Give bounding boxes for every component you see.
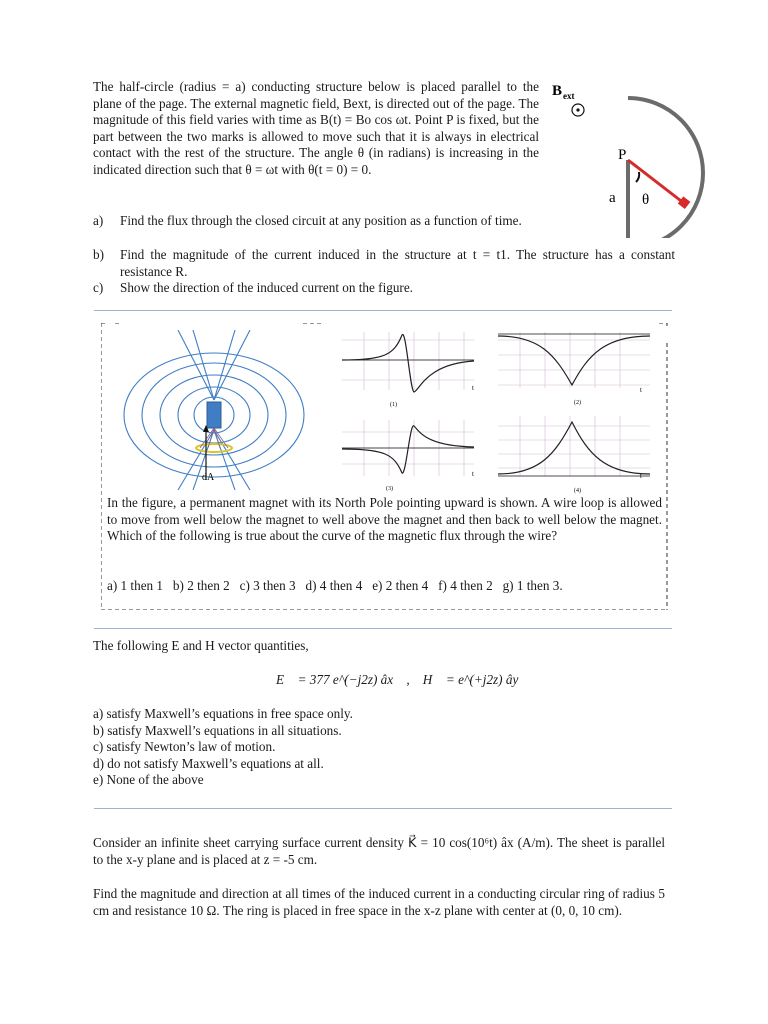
choice-d: d) do not satisfy Maxwell’s equations at all. — [93, 755, 324, 771]
choice-e: e) None of the above — [93, 772, 204, 788]
equation-E: E⃗ = 377 e^(−j2z) âx — [276, 672, 394, 687]
flux-graph-2 — [490, 330, 660, 410]
divider-1 — [94, 310, 672, 311]
problem4-para2: Find the magnitude and direction at all times of the induced current in a conducting circular ring of radius 5 cm and resistance 10 Ω. The ring is placed in free space in the x-z plane with center at (0, 0, 10 cm). — [93, 886, 665, 918]
point-p-label: P — [618, 147, 627, 163]
magnet-figure — [118, 330, 310, 490]
flux-graph-1 — [334, 330, 480, 410]
svg-text:t: t — [640, 386, 642, 394]
problem4-para1: Consider an infinite sheet carrying surface current density K⃗ = 10 cos(10⁶t) âx (A/m). The sheet is parallel to the x-y plane and is placed at z = -5 cm. — [93, 835, 665, 867]
graph-label-2: (2) — [574, 400, 581, 406]
angle-label: θ — [642, 192, 650, 208]
graph-label-3: (3) — [386, 486, 393, 492]
magnet-dA-label: dA — [202, 472, 215, 483]
option-d: d) 4 then 4 — [305, 578, 363, 593]
problem1-intro: The half-circle (radius = a) conducting structure below is placed parallel to the plane of the page. The external magnetic field, Bext, is directed out of the page. The magnitude of this field varies with time as B(t) = Bo cos ωt. Point P is fixed, but the part between the two marks is allowed to move such that it is always in electrical contact with the rest of the structure. The angle θ (in radians) is increasing in the indicated direction such that θ = ωt with θ(t = 0) = 0. — [93, 79, 539, 177]
svg-text:t: t — [472, 384, 474, 392]
flux-graph-3 — [334, 418, 480, 498]
curve-3 — [342, 426, 474, 473]
equation-H: H⃗ = e^(+j2z) ây — [422, 672, 519, 687]
permanent-magnet — [207, 402, 221, 428]
choice-c: c) satisfy Newton’s law of motion. — [93, 739, 276, 755]
svg-text:t: t — [640, 472, 642, 480]
divider-2 — [94, 628, 672, 629]
field-subscript: ext — [563, 91, 575, 101]
problem3-intro: The following E and H vector quantities, — [93, 638, 309, 653]
option-e: e) 2 then 4 — [372, 578, 429, 593]
field-label: B — [552, 83, 563, 99]
choice-a: a) satisfy Maxwell’s equations in free space only. — [93, 706, 353, 721]
option-f: f) 4 then 2 — [438, 578, 493, 593]
radius-label: a — [609, 190, 616, 206]
flux-graph-4 — [490, 414, 660, 498]
angle-arrow-icon — [636, 172, 639, 182]
option-a: a) 1 then 1 — [107, 578, 164, 593]
problem2-options — [107, 578, 662, 595]
choice-b: b) satisfy Maxwell’s equations in all situations. — [93, 722, 342, 738]
wire-loop — [196, 444, 232, 452]
divider-3 — [94, 808, 672, 809]
half-circle-figure — [548, 78, 708, 238]
option-c: c) 3 then 3 — [239, 578, 296, 593]
out-of-page-dot — [576, 108, 579, 111]
curve-1 — [342, 334, 474, 392]
problem3-choices — [93, 706, 653, 789]
option-b: b) 2 then 2 — [172, 578, 230, 593]
svg-text:t: t — [472, 470, 474, 478]
curve-4 — [498, 422, 650, 474]
graph-label-4: (4) — [574, 488, 581, 494]
curve-2 — [498, 336, 650, 385]
problem3-equations: E⃗ = 377 e^(−j2z) âx , H⃗ = e^(+j2z) ây — [276, 672, 519, 687]
graph-label-1: (1) — [390, 402, 397, 408]
problem2-question: In the figure, a permanent magnet with its North Pole pointing upward is shown. A wire loop is allowed to move from well below the magnet to well above the magnet and then back to well below the magnet. Which of the following is true about the curve of the magnetic flux through the wire? — [107, 495, 662, 544]
option-g: g) 1 then 3. — [502, 578, 563, 593]
